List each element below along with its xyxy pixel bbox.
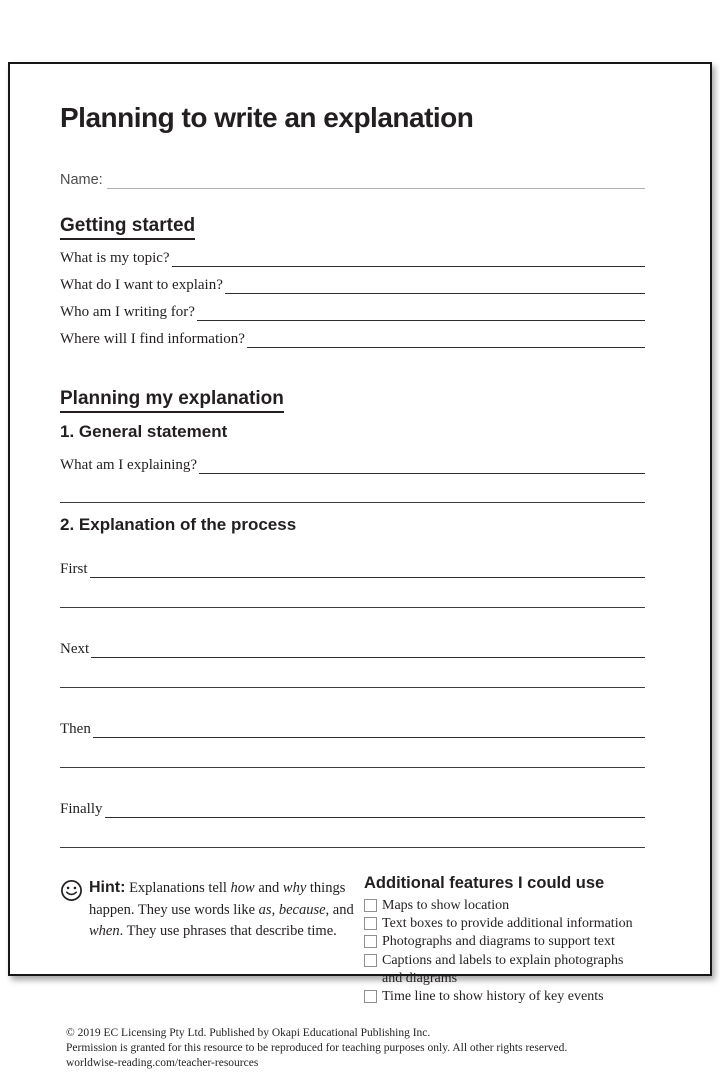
additional-features-heading: Additional features I could use [364,874,605,892]
hint-italic-word: because [278,901,326,918]
general-statement-heading: 1. General statement [60,422,228,441]
process-heading: 2. Explanation of the process [60,515,297,534]
feature-item-label: Photographs and diagrams to support text [382,934,615,950]
step-row [60,551,645,578]
feature-item-label: Captions and labels to explain photographs and diagrams [382,952,624,986]
empty-checkbox[interactable] [364,990,377,1003]
general-answer-line[interactable] [199,447,645,474]
hint-italic-word: when [89,922,120,939]
bottom-columns [60,874,645,1006]
empty-checkbox[interactable] [364,954,377,967]
getting-started-questions [60,240,645,348]
step-answer-line[interactable] [105,791,645,818]
step-row [60,711,645,738]
step-row [60,791,645,818]
hint-text-segment: . They use phrases that describe time. [119,922,337,939]
step-label: Then [60,721,91,737]
name-label: Name: [60,171,103,188]
page-title: Planning to write an explanation [60,102,474,133]
feature-item [364,915,645,933]
hint-text-segment: things happen. They use words like [89,880,346,918]
step-label: Finally [60,801,103,817]
feature-item [364,897,645,915]
step-row [60,631,645,658]
additional-features-list [364,897,645,1006]
question-row [60,294,645,321]
hint-italic-word: why [282,880,307,896]
question-label: What is my topic? [60,250,170,266]
question-row [60,267,645,294]
question-label: Where will I find information? [60,331,245,347]
additional-features [364,874,645,1006]
name-row [60,167,645,189]
step-answer-line-2[interactable] [60,687,645,688]
empty-checkbox[interactable] [364,917,377,930]
empty-checkbox[interactable] [364,935,377,948]
question-row [60,321,645,348]
feature-item [364,988,645,1006]
feature-item [364,933,645,951]
hint-text-segment: and [254,880,283,896]
footer-line-url: worldwise-reading.com/teacher-resources [66,1057,259,1070]
step-answer-line[interactable] [91,631,645,658]
general-question-label: What am I explaining? [60,457,198,473]
empty-checkbox[interactable] [364,899,377,912]
step-label: First [60,561,88,577]
step-answer-line-2[interactable] [60,767,645,768]
general-answer-line-2[interactable] [60,502,645,503]
step-answer-line-2[interactable] [60,847,645,848]
hint-italic-word: how [230,880,255,896]
hint-text [89,877,356,941]
feature-item-label: Maps to show location [382,898,510,913]
worksheet-page [8,62,712,1070]
footer-line-copyright: © 2019 EC Licensing Pty Ltd. Published by Okapi Educational Publishing Inc. [66,1027,431,1040]
name-input-line[interactable] [107,167,645,189]
step-answer-line-2[interactable] [60,607,645,608]
hint-text-segment: , [271,901,279,918]
step-answer-line[interactable] [93,711,645,738]
getting-started-heading: Getting started [60,215,645,240]
process-steps [60,551,645,848]
hint-label: Hint: [89,879,126,896]
footer-line-permission: Permission is granted for this resource to be reproduced for teaching purposes only. All other rights reserved. [66,1042,568,1055]
answer-line[interactable] [172,240,645,267]
hint-italic-word: as [258,901,272,918]
question-label: Who am I writing for? [60,304,195,320]
planning-heading: Planning my explanation [60,388,645,413]
general-question-row [60,447,645,474]
question-row [60,240,645,267]
answer-line[interactable] [225,267,645,294]
hint-text-segment: , and [325,901,354,918]
step-answer-line[interactable] [90,551,645,578]
smiley-face-icon [60,879,83,907]
hint-box [60,874,356,1006]
step-label: Next [60,641,90,657]
feature-item-label: Time line to show history of key events [382,988,604,1004]
question-label: What do I want to explain? [60,277,223,293]
answer-line[interactable] [197,294,645,321]
answer-line[interactable] [247,321,645,348]
feature-item [364,952,645,988]
feature-item-label: Text boxes to provide additional information [382,916,633,932]
hint-body [89,880,354,939]
copyright-footer [66,1026,645,1072]
hint-text-segment: Explanations tell [125,880,231,896]
